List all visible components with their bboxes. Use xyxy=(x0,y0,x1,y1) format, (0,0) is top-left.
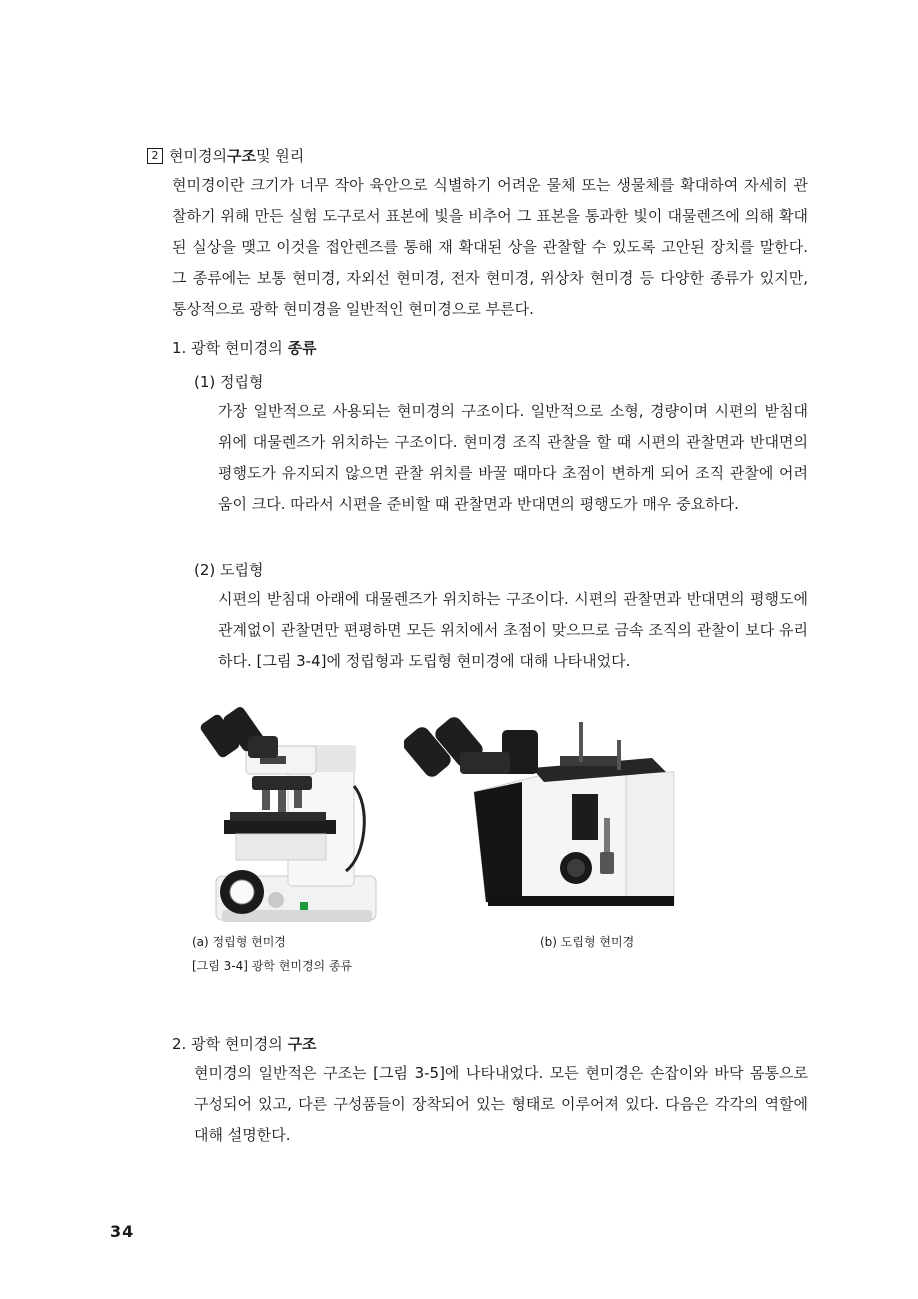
subsection-1-title-b: 종류 xyxy=(287,339,317,357)
subsection-1-heading xyxy=(172,336,317,360)
section-title-part-b: 구조 xyxy=(226,147,256,165)
figure-caption: [그림 3-4] 광학 현미경의 종류 xyxy=(192,959,353,973)
upright-microscope-image xyxy=(196,706,386,928)
upright-heading: (1) 정립형 xyxy=(194,373,264,391)
subsection-2-heading xyxy=(172,1032,317,1056)
inverted-microscope-image xyxy=(404,712,686,922)
intro-paragraph: 현미경이란 크기가 너무 작아 육안으로 식별하기 어려운 물체 또는 생물체를 확대하여 자세히 관찰하기 위해 만든 실험 도구로서 표본에 빛을 비추어 그 표본을 통과한 빛이 대물렌즈에 의해 확대된 실상을 맺고 이것을 접안렌즈를 통해 재 확대된 상을 관찰할 수 있도록 고안된 장치를 말한다. 그 종류에는 보통 현미경, 자외선 현미경, 전자 현미경, 위상차 현미경 등 다양한 종류가 있지만, 통상적으로 광학 현미경을 일반적인 현미경으로 부른다. xyxy=(172,176,808,318)
section-number-box: 2 xyxy=(147,148,163,164)
figure-caption-a: (a) 정립형 현미경 xyxy=(192,935,286,949)
subsection-2-title-b: 구조 xyxy=(287,1035,317,1053)
subsection-2-title-a: 2. 광학 현미경의 xyxy=(172,1035,288,1053)
subsection-1-title-a: 1. 광학 현미경의 xyxy=(172,339,288,357)
page-number: 34 xyxy=(110,1222,135,1241)
inverted-paragraph: 시편의 받침대 아래에 대물렌즈가 위치하는 구조이다. 시편의 관찰면과 반대면의 평행도에 관계없이 관찰면만 편평하면 모든 위치에서 초점이 맞으므로 금속 조직의 관찰이 보다 유리하다. [그림 3-4]에 정립형과 도립형 현미경에 대해 나타내었다. xyxy=(218,590,808,670)
section-heading xyxy=(147,145,304,167)
structure-paragraph: 현미경의 일반적은 구조는 [그림 3-5]에 나타내었다. 모든 현미경은 손잡이와 바닥 몸통으로 구성되어 있고, 다른 구성품들이 장착되어 있는 형태로 이루어져 있다. 다음은 각각의 역할에 대해 설명한다. xyxy=(194,1064,808,1144)
upright-paragraph: 가장 일반적으로 사용되는 현미경의 구조이다. 일반적으로 소형, 경량이며 시편의 받침대 위에 대물렌즈가 위치하는 구조이다. 현미경 조직 관찰을 할 때 시편의 관찰면과 반대면의 평행도가 유지되지 않으면 관찰 위치를 바꿀 때마다 초점이 변하게 되어 조직 관찰에 어려움이 크다. 따라서 시편을 준비할 때 관찰면과 반대면의 평행도가 매우 중요하다. xyxy=(218,402,808,513)
figure-caption-b: (b) 도립형 현미경 xyxy=(540,935,635,949)
section-title-part-c: 및 원리 xyxy=(255,147,305,165)
inverted-heading: (2) 도립형 xyxy=(194,561,264,579)
section-title-part-a: 현미경의 xyxy=(169,147,227,165)
